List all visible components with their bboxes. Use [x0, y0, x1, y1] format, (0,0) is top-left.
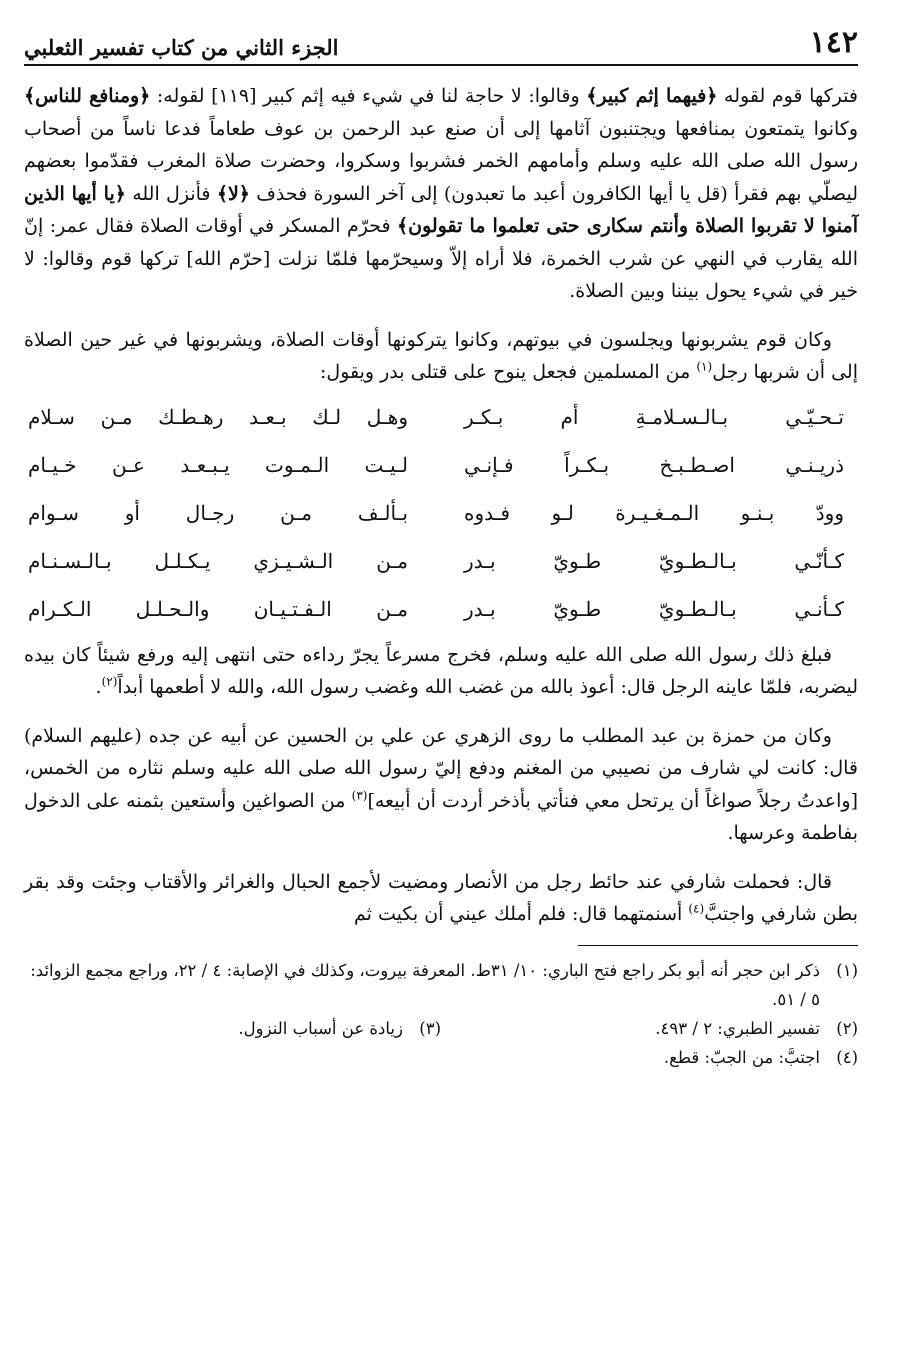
footnote-number: (٤) — [836, 1047, 858, 1067]
footnote-divider — [578, 945, 858, 946]
paragraph-gap — [24, 704, 858, 720]
page-body — [24, 80, 858, 931]
poem — [24, 393, 858, 633]
text-run: أسنمتهما قال: فلم أملك عيني أن بكيت ثم — [354, 903, 689, 925]
verse-first-hemistich: ذريـنـي اصـطـبـخ بـكـراً فـإنـي — [464, 452, 844, 477]
text-run: فبلغ ذلك رسول الله صلى الله عليه وسلم، فخرج مسرعاً يجرّ رداءه حتى انتهى إليه ورفع شيئاً كان بيده ليضربه، فلمّا عاينه الرجل قال: أعوذ بالله من غضب الله وغضب رسول الله، والله لا أطعمها أبداً — [24, 643, 858, 698]
quran-quote: ﴿ومنافع للناس﴾ — [24, 85, 151, 107]
text-run: فأنزل الله — [125, 182, 217, 205]
text-run: . — [95, 676, 102, 698]
poem-verse — [24, 441, 858, 489]
verse-first-hemistich: تـحـيّـي بـالـسـلامـةِ أم بـكـر — [464, 404, 844, 429]
paragraph-3 — [24, 639, 858, 704]
footnote-1 — [24, 956, 858, 1014]
paragraph-5 — [24, 866, 858, 931]
verse-second-hemistich: وهـل لـك بـعـد رهـطـك مـن سـلام — [28, 404, 408, 429]
footnote-text: زيادة عن أسباب النزول. — [238, 1018, 403, 1038]
poem-verse — [24, 489, 858, 537]
page-header — [24, 25, 858, 66]
verse-second-hemistich: بـألـف مـن رجـال أو سـوام — [28, 500, 408, 525]
text-run: وكانوا يتمتعون بمنافعها ويجتنبون آثامها إلى أن صنع عبد الرحمن بن عوف طعاماً فدعا ناساً من أصحاب رسول الله صلى الله عليه وسلم وأمامهم الخمر فشربوا وسكروا، وحضرت صلاة المغرب فقدّموا بعضهم ليصلّي بهم فقرأ (قل يا أيها الكافرون أعبد ما تعبدون) إلى آخر السورة فحذف — [24, 117, 858, 205]
footnote-ref[interactable]: (٣) — [351, 788, 368, 803]
page-number: ١٤٢ — [809, 25, 858, 60]
quran-quote: ﴿لا﴾ — [216, 182, 250, 205]
paragraph-gap — [24, 308, 858, 324]
verse-second-hemistich: مـن الـشـيـزي يـكـلـل بـالـسـنـام — [28, 548, 408, 573]
text-run: قال: فحملت شارفي عند حائط رجل من الأنصار ومضيت لأجمع الحبال والغرائر والأقتاب وجئت وقد بقر بطن شارفي واجتبَّ — [24, 870, 858, 925]
paragraph-4 — [24, 720, 858, 850]
verse-first-hemistich: وودّ بـنـو الـمـغـيـرة لـو فـدوه — [464, 500, 844, 525]
footnote-number: (٣) — [419, 1018, 441, 1038]
poem-verse — [24, 585, 858, 633]
footnote-ref[interactable]: (١) — [696, 359, 713, 374]
footnote-4 — [24, 1043, 858, 1072]
text-run: وكان قوم يشربونها ويجلسون في بيوتهم، وكانوا يتركونها أوقات الصلاة، ويشربونها في غير حين الصلاة إلى أن شربها رجل — [24, 328, 858, 383]
footnote-pair — [24, 1014, 858, 1043]
paragraph-gap — [24, 850, 858, 866]
footnote-number: (٢) — [836, 1018, 858, 1038]
text-run: وقالوا: لا حاجة لنا في شيء فيه إثم كبير [١١٩] لقوله: — [150, 85, 587, 107]
footnote-text: تفسير الطبري: ٢ / ٤٩٣. — [655, 1018, 820, 1038]
poem-verse — [24, 537, 858, 585]
footnotes — [24, 956, 858, 1072]
footnote-text: ذكر ابن حجر أنه أبو بكر راجع فتح الباري: ١٠/ ٣١ط. المعرفة بيروت، وكذلك في الإصابة: ٤ / ٢٢، وراجع مجمع الزوائد: ٥ / ٥١. — [30, 960, 820, 1009]
quran-quote: ﴿يا أيها الذين آمنوا لا تقربوا الصلاة وأنتم سكارى حتى تعلموا ما تقولون﴾ — [24, 182, 858, 237]
footnote-2 — [441, 1014, 858, 1043]
running-title: الجزء الثاني من كتاب تفسير الثعلبي — [24, 35, 339, 60]
footnote-3 — [24, 1014, 441, 1043]
quran-quote: ﴿فيهما إثم كبير﴾ — [586, 85, 718, 107]
text-run: من المسلمين فجعل ينوح على قتلى بدر ويقول: — [319, 361, 697, 383]
paragraph-2 — [24, 324, 858, 389]
paragraph-1 — [24, 80, 858, 308]
text-run: فحرّم المسكر في أوقات الصلاة فقال عمر: إنّ الله يقارب في النهي عن شرب الخمرة، فلا أراه إلاّ وسيحرّمها فلمّا نزلت [حرّم الله] تركها قوم وقالوا: لا خير في شيء يحول بيننا وبين الصلاة. — [24, 215, 858, 302]
verse-first-hemistich: كـأنّـي بـالـطـويّ طـويّ بـدر — [464, 548, 844, 573]
verse-second-hemistich: مـن الـفـتـيـان والـحـلـل الـكـرام — [28, 596, 408, 621]
footnote-ref[interactable]: (٢) — [101, 674, 118, 689]
verse-second-hemistich: لـيـت الـمـوت يـبـعـد عـن خـيـام — [28, 452, 408, 477]
text-run: فتركها قوم لقوله — [717, 85, 858, 107]
poem-verse — [24, 393, 858, 441]
footnote-text: اجتبَّ: من الجبّ: قطع. — [663, 1047, 820, 1067]
footnote-ref[interactable]: (٤) — [688, 901, 705, 916]
footnote-number: (١) — [836, 960, 858, 980]
text-run: من الصواغين وأستعين بثمنه على الدخول بفاطمة وعرسها. — [24, 789, 858, 844]
verse-first-hemistich: كـأنـي بـالـطـويّ طـويّ بـدر — [464, 596, 844, 621]
text-run: وكان من حمزة بن عبد المطلب ما روى الزهري عن علي بن الحسين عن أبيه عن جده (عليهم السلام) قال: كانت لي شارف من نصيبي من المغنم ودفع إليّ رسول الله صلى الله عليه وسلم نثاره من الخمس، [واعدتُ رجلاً صواغاً أن يرتحل معي فنأتي بأذخر أردت أن أبيعه] — [24, 724, 859, 812]
